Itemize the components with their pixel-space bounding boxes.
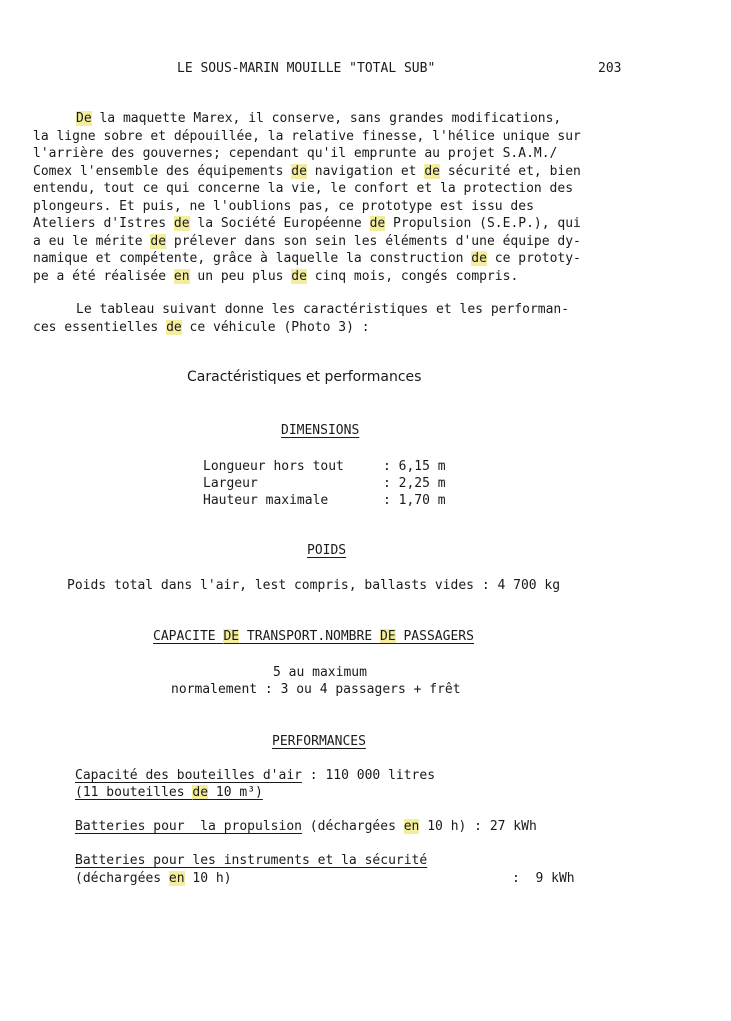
heading-segment: TRANSPORT.NOMBRE [239,629,380,644]
performances-heading: PERFORMANCES [272,734,366,749]
highlighted-word: en [173,268,190,284]
highlighted-word: DE [223,629,240,644]
paragraph-line [33,163,673,181]
text-segment: plongeurs. Et puis, ne l'oublions pas, ce prototype est issu des [33,198,534,214]
text-segment: navigation et [306,163,425,179]
instruments-battery-value: : 9 kWh [512,871,575,886]
text-segment: la maquette Marex, il conserve, sans grandes modifications, [91,111,562,126]
paragraph-line [33,145,673,163]
text-segment: namique et compétente, grâce à laquelle la construction [33,251,472,266]
highlighted-word: de [369,216,386,231]
section-title: Caractéristiques et performances [187,369,422,385]
text-segment: (déchargées [75,871,169,886]
highlighted-word: de [471,251,487,266]
text-segment: ces essentielles [33,319,167,335]
text-segment: Comex l'ensemble des équipements [33,163,292,179]
paragraph-2 [33,301,673,336]
dimension-row: Hauteur maximale : 1,70 m [203,493,446,508]
text-segment: la ligne sobre et dépouillée, la relative finesse, l'hélice unique sur [33,128,581,144]
poids-heading: POIDS [307,543,347,558]
paragraph-line [33,301,673,319]
dimensions-table [203,458,446,509]
text-segment: ce véhicule (Photo 3) : [181,319,370,335]
text-segment: prélever dans son sein les éléments d'une équipe dy- [166,233,581,249]
highlighted-word: de [192,785,209,800]
text-segment: la Société Européenne [189,216,370,231]
text-segment: cinq mois, congés compris. [306,268,519,284]
paragraph-line [33,319,673,337]
highlighted-word: en [168,871,185,886]
text-segment: 10 m³) [208,785,263,800]
instruments-battery-label: Batteries pour les instruments et la sécurité [75,853,428,868]
text-segment: Ateliers d'Istres [33,216,174,231]
text-segment: un peu plus [189,268,292,284]
air-capacity-detail [75,785,263,800]
paragraph-line [33,250,673,268]
dimension-row: Largeur : 2,25 m [203,476,446,491]
dimensions-heading: DIMENSIONS [281,423,360,438]
propulsion-battery-line: Batteries pour la propulsion (déchargées en 10 h) : 27 kWh [75,819,537,834]
instruments-battery-detail [75,871,232,886]
text-segment: a eu le mérite [33,233,151,249]
highlighted-word: de [166,319,182,335]
capacite-normal: normalement : 3 ou 4 passagers + frêt [171,682,461,697]
highlighted-word: de [291,268,307,284]
highlighted-word: DE [380,629,396,644]
paragraph-line [33,110,673,128]
paragraph-1 [33,110,673,285]
heading-segment: CAPACITE [153,629,224,644]
highlighted-word: de [150,233,167,249]
paragraph-line [33,128,673,146]
text-segment: 10 h) [184,871,232,886]
heading-segment: PASSAGERS [395,629,474,644]
text-segment: l'arrière des gouvernes; cependant qu'il emprunte au projet S.A.M./ [33,146,558,161]
paragraph-line [33,215,673,233]
text-segment: (déchargées [301,819,404,834]
highlighted-word: de [173,216,190,231]
paragraph-line [33,233,673,251]
highlighted-word: de [291,163,307,179]
paragraph-line [33,268,673,286]
running-title: LE SOUS-MARIN MOUILLE "TOTAL SUB" [177,61,436,76]
page-number: 203 [598,61,622,76]
dimension-row: Longueur hors tout : 6,15 m [203,459,446,474]
text-segment: Le tableau suivant donne les caractéristiques et les performan- [76,302,570,317]
capacite-max: 5 au maximum [273,665,367,680]
highlighted-word: De [76,111,92,126]
text-segment: sécurité et, bien [440,163,581,179]
text-segment: entendu, tout ce qui concerne la vie, le confort et la protection des [33,181,574,196]
highlighted-word: en [403,819,420,834]
air-capacity-line: Capacité des bouteilles d'air : 110 000 litres [75,768,436,783]
paragraph-line [33,180,673,198]
poids-text: Poids total dans l'air, lest compris, ballasts vides : 4 700 kg [67,578,561,593]
highlighted-word: de [424,163,440,179]
text-segment: 10 h) : 27 kWh [419,819,537,834]
text-segment: pe a été réalisée [33,268,174,284]
text-segment: ce prototy- [486,251,581,266]
paragraph-line [33,198,673,216]
text-segment: (11 bouteilles [75,785,193,800]
capacite-heading [153,629,474,644]
text-segment: Propulsion (S.E.P.), qui [385,216,581,231]
